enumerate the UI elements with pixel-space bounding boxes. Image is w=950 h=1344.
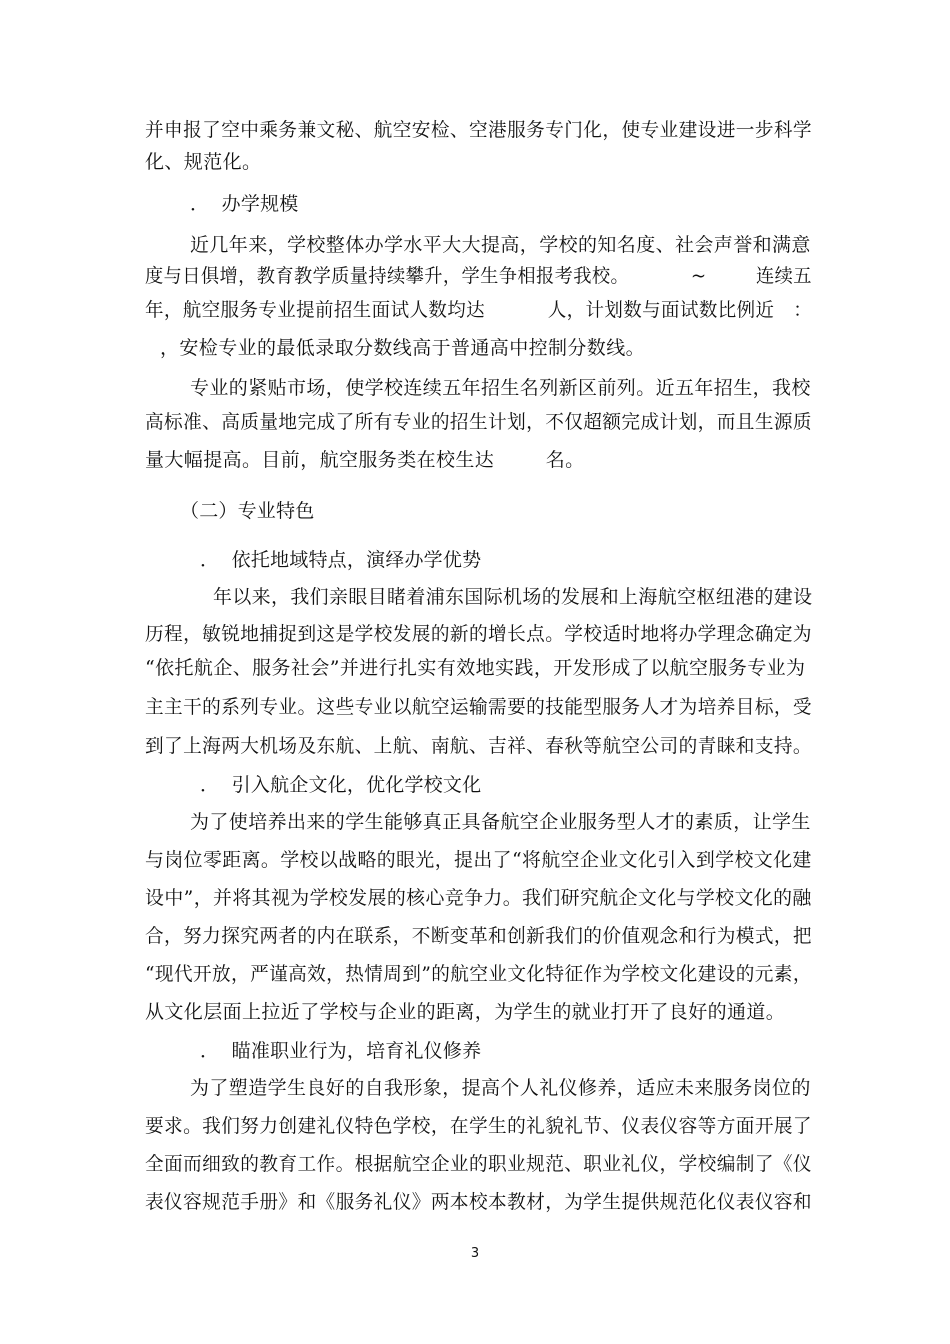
body-text-line: 并申报了空中乘务兼文秘、航空安检、空港服务专门化，使专业建设进一步科学: [145, 119, 812, 141]
body-text-line: 合，努力探究两者的内在联系，不断变革和创新我们的价值观念和行为模式，把: [145, 925, 812, 947]
body-text-line: 度与日俱增，教育教学质量持续攀升，学生争相报考我校。 ~ 连续五: [145, 265, 812, 287]
body-text-line: 设中”，并将其视为学校发展的核心竞争力。我们研究航企文化与学校文化的融: [145, 887, 812, 909]
subsection-heading: ． 瞄准职业行为，培育礼仪修养: [200, 1040, 482, 1062]
body-text-line: 近几年来，学校整体办学水平大大提高，学校的知名度、社会声誉和满意: [190, 234, 811, 256]
body-text-line: 全面而细致的教育工作。根据航空企业的职业规范、职业礼仪，学校编制了《仪: [145, 1153, 812, 1175]
body-text-line: 从文化层面上拉近了学校与企业的距离，为学生的就业打开了良好的通道。: [145, 1001, 786, 1023]
section-heading: ． 办学规模: [190, 193, 299, 215]
body-text-line: “现代开放，严谨高效，热情周到”的航空业文化特征作为学校文化建设的元素，: [145, 963, 812, 985]
body-text-line: 要求。我们努力创建礼仪特色学校，在学生的礼貌礼节、仪表仪容等方面开展了: [145, 1115, 812, 1137]
body-text-line: “依托航企、服务社会”并进行扎实有效地实践，开发形成了以航空服务专业为: [145, 657, 806, 679]
subsection-heading: ． 引入航企文化，优化学校文化: [200, 774, 482, 796]
body-text-line: 为了使培养出来的学生能够真正具备航空企业服务型人才的素质，让学生: [190, 811, 811, 833]
body-text-line: ，安检专业的最低录取分数线高于普通高中控制分数线。: [160, 337, 646, 359]
body-text-line: 为了塑造学生良好的自我形象，提高个人礼仪修养，适应未来服务岗位的: [190, 1077, 811, 1099]
body-text-line: 年，航空服务专业提前招生面试人数均达 人，计划数与面试数比例近 ：: [145, 299, 813, 321]
body-text-line: 量大幅提高。目前，航空服务类在校生达 名。: [145, 449, 585, 471]
body-text-line: 高标准、高质量地完成了所有专业的招生计划，不仅超额完成计划，而且生源质: [145, 411, 812, 433]
body-text-line: 年以来，我们亲眼目睹着浦东国际机场的发展和上海航空枢纽港的建设: [213, 586, 813, 608]
subsection-heading: ． 依托地域特点，演绎办学优势: [200, 549, 482, 571]
body-text-line: 专业的紧贴市场，使学校连续五年招生名列新区前列。近五年招生，我校: [190, 377, 811, 399]
body-text-line: 主主干的系列专业。这些专业以航空运输需要的技能型服务人才为培养目标，受: [145, 696, 812, 718]
section-heading: （二）专业特色: [180, 500, 315, 522]
body-text-line: 与岗位零距离。学校以战略的眼光，提出了“将航空企业文化引入到学校文化建: [145, 849, 812, 871]
body-text-line: 化、规范化。: [145, 151, 262, 173]
page-number: 3: [470, 1246, 480, 1261]
body-text-line: 历程，敏锐地捕捉到这是学校发展的新的增长点。学校适时地将办学理念确定为: [145, 623, 812, 645]
body-text-line: 表仪容规范手册》和《服务礼仪》两本校本教材，为学生提供规范化仪表仪容和: [145, 1191, 812, 1213]
body-text-line: 到了上海两大机场及东航、上航、南航、吉祥、春秋等航空公司的青睐和支持。: [145, 735, 812, 757]
